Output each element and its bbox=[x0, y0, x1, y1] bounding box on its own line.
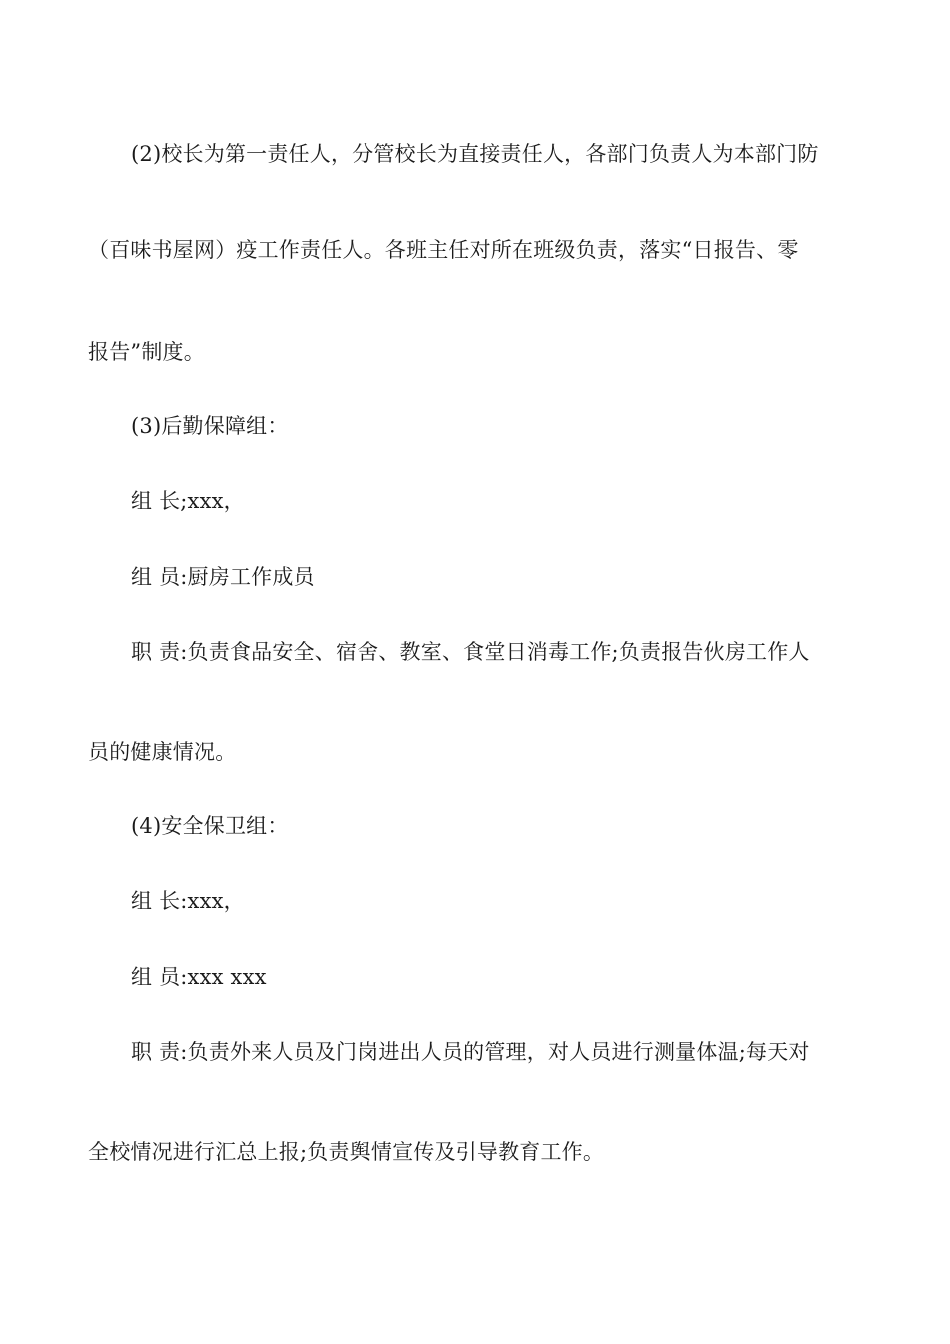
group-leader-line: 组 长;xxx， bbox=[131, 489, 245, 513]
section-heading: (3)后勤保障组： bbox=[131, 414, 289, 438]
duty-line: 职 责:负责食品安全、宿舍、教室、食堂日消毒工作;负责报告伙房工作人 bbox=[131, 640, 810, 664]
paragraph-line: 员的健康情况。 bbox=[88, 740, 237, 764]
section-heading: (4)安全保卫组： bbox=[131, 814, 289, 838]
duty-line: 职 责:负责外来人员及门岗进出人员的管理，对人员进行测量体温;每天对 bbox=[131, 1040, 810, 1064]
paragraph-line: (2)校长为第一责任人，分管校长为直接责任人，各部门负责人为本部门防 bbox=[131, 142, 819, 166]
group-leader-line: 组 长:xxx， bbox=[131, 889, 245, 913]
group-member-line: 组 员:xxx xxx bbox=[131, 965, 267, 989]
paragraph-line: 报告”制度。 bbox=[88, 340, 205, 364]
paragraph-line: （百味书屋网）疫工作责任人。各班主任对所在班级负责，落实“日报告、零 bbox=[88, 238, 799, 262]
group-member-line: 组 员:厨房工作成员 bbox=[131, 565, 315, 589]
paragraph-line: 全校情况进行汇总上报;负责舆情宣传及引导教育工作。 bbox=[88, 1140, 605, 1164]
